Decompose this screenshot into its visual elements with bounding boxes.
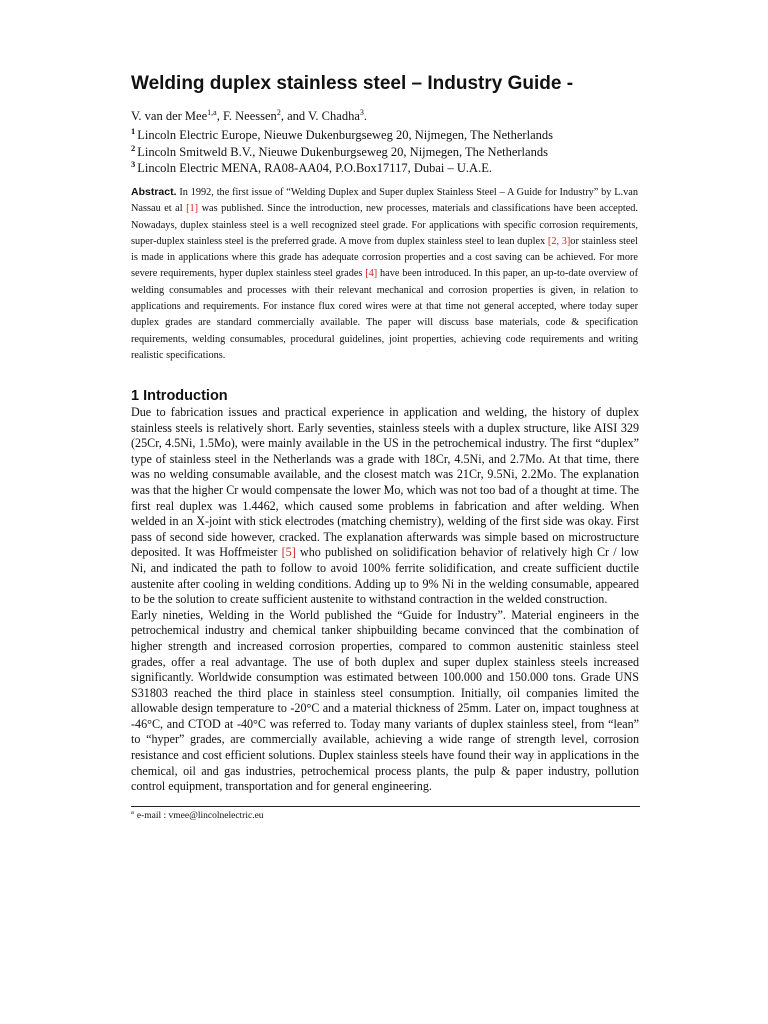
body-paragraph: Early nineties, Welding in the World published the “Guide for Industry”. Material engineers in the petrochemical industry and chemical tanker shipbuilding became convinced that the combination of higher strength and increased corrosion properties, compared to common austenitic stainless steel grades, offer a real advantage. The use of both duplex and super duplex stainless steels increased significantly. Worldwide consumption was estimated between 100.000 and 150.000 tons. Grade UNS S31803 reached the third place in stainless steel consumption. Initially, oil companies limited the allowable design temperature to -20°C and a material thickness of 25mm. Later on, impact toughness at -46°C, and CTOD at -40°C was referred to. Today many variants of duplex stainless steel, from “lean” to “hyper” grades, are commercially available, achieving a wide range of strength level, corrosion resistance and cost efficient solutions. Duplex stainless steels have found their way in applications in the chemical, oil and gas industries, petrochemical process plants, the pulp & paper industry, pollution control equipment, transportation and for general engineering. — [131, 607, 639, 794]
abstract-label: Abstract. — [131, 186, 177, 198]
author-superscript: 2 — [276, 107, 281, 117]
body-text: who published on solidification behavior of relatively high Cr / low Ni, and indicated the path to follow to avoid 100% ferrite solidification, and create sufficient ductile austenite after cooling in welding conditions. Adding up to 9% Ni in the welding consumable, appeared to be the solution to create sufficient austenite to withstand contraction in the welded construction. — [131, 545, 640, 607]
affiliation-item — [131, 144, 651, 161]
paper-title: Welding duplex stainless steel – Industry Guide - — [131, 73, 574, 94]
affiliation-item — [131, 127, 651, 144]
abstract-text: or stainless steel is made in applications where this grade has adequate corrosion properties and a cost saving can be achieved. For more severe requirements, hyper duplex stainless steel grades — [131, 235, 638, 280]
author-separator: , — [216, 109, 223, 123]
citation-link[interactable]: [1] — [186, 203, 199, 215]
author-list — [131, 108, 651, 124]
affiliation-text: Lincoln Smitweld B.V., Nieuwe Dukenburgseweg 20, Nijmegen, The Netherlands — [137, 144, 548, 159]
abstract-text: In 1992, the first issue of “Welding Duplex and Super duplex Stainless Steel – A Guide for Industry” by L.van Nassau et al — [131, 187, 638, 215]
abstract-paragraph — [131, 184, 638, 364]
abstract-text: have been introduced. In this paper, an up-to-date overview of welding consumables and processes with their relevant mechanical and corrosion properties is given, in relation to applications and requirements. For instance flux cored wires were at that time not general accepted, where today super duplex grades are standard commercially available. The paper will discuss base materials, code & specification requirements, welding consumables, procedural guidelines, joint properties, achieving code requirements and writing realistic specifications. — [131, 268, 638, 361]
footnote-divider — [131, 806, 640, 807]
affiliation-list — [131, 127, 651, 177]
author-name: V. Chadha — [308, 109, 360, 123]
body-paragraph — [131, 405, 639, 608]
affiliation-text: Lincoln Electric MENA, RA08-AA04, P.O.Box17117, Dubai – U.A.E. — [137, 161, 492, 176]
body-text: Due to fabrication issues and practical experience in application and welding, the history of duplex stainless steels is relatively short. Early seventies, stainless steels with a duplex structure, like AISI 329 (25Cr, 4.5Ni, 1.5Mo), were mainly available in the US in the petrochemical industry. The first “duplex” type of stainless steel in the Netherlands was a grade with 18Cr, 4.5Ni, and 2.7Mo. At that time, there was no welding consumable available, and the closest match was 21Cr, 9.5Ni, 2.2Mo. The explanation was that the higher Cr would compensate the lower Mo, which was not too bad of a thought at time. The first real duplex was 1.4462, which caused some problems in fabrication and after welding. When welded in an X-joint with stick electrodes (matching chemistry), welding of the first side was okay. First pass of second side however, cracked. The explanation afterwards was simple based on microstructure deposited. It was Hoffmeister — [131, 405, 639, 560]
citation-link[interactable]: [4] — [365, 268, 378, 280]
author-separator: , and — [280, 109, 309, 123]
author-superscript: 1,a — [207, 107, 217, 117]
affiliation-text: Lincoln Electric Europe, Nieuwe Dukenburgseweg 20, Nijmegen, The Netherlands — [137, 128, 553, 142]
author-name: V. van der Mee — [131, 109, 208, 123]
introduction-body — [131, 405, 639, 795]
citation-link[interactable]: [2, 3] — [547, 235, 571, 247]
citation-link[interactable]: [5] — [281, 545, 296, 560]
footnote — [131, 810, 639, 822]
author-separator: . — [363, 109, 367, 123]
footnote-mark: a — [131, 808, 134, 816]
affiliation-number: 1 — [131, 125, 136, 136]
footnote-text: e-mail : vmee@lincolnelectric.eu — [136, 811, 264, 821]
abstract-text: was published. Since the introduction, new processes, materials and classifications have been accepted. Nowadays, duplex stainless steel is a well recognized steel grade. For applications with specific corrosion requirements, super-duplex stainless steel is the preferred grade. A move from duplex stainless steel to lean duplex — [131, 203, 639, 247]
author-superscript: 3 — [359, 107, 364, 117]
author-name: F. Neessen — [222, 109, 277, 123]
affiliation-number: 3 — [131, 159, 136, 170]
affiliation-item — [131, 160, 651, 177]
section-heading-introduction: 1 Introduction — [131, 388, 228, 404]
affiliation-number: 2 — [131, 142, 136, 153]
